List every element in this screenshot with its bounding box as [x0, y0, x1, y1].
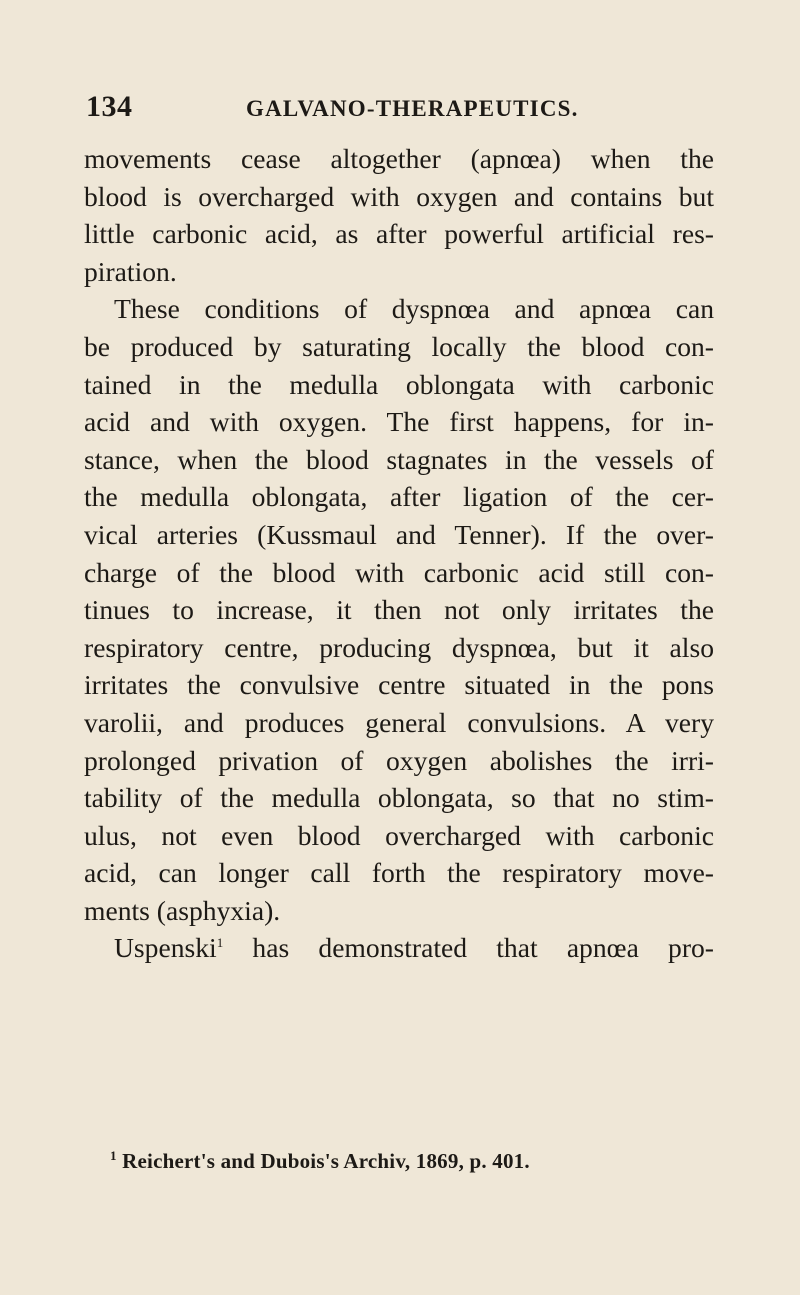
footnote-marker: 1 [110, 1148, 117, 1163]
page-number: 134 [86, 90, 133, 123]
text-line: little carbonic acid, as after powerful artificial res- [84, 218, 714, 250]
text-line: piration. [84, 255, 177, 287]
text-line: vical arteries (Kussmaul and Tenner). If the over- [84, 518, 714, 550]
text-line: tinues to increase, it then not only irritates the [84, 594, 714, 626]
running-head: GALVANO-THERAPEUTICS. [246, 96, 579, 121]
body-text [84, 140, 714, 967]
text-line: acid, can longer call forth the respiratory move- [84, 857, 714, 889]
text-line: tability of the medulla oblongata, so that no stim- [84, 782, 714, 814]
footnote-text: Reichert's and Dubois's Archiv, 1869, p. 401. [116, 1149, 530, 1173]
text-line: the medulla oblongata, after ligation of the cer- [84, 481, 714, 513]
text-line: charge of the blood with carbonic acid still con- [84, 556, 714, 588]
text-line: respiratory centre, producing dyspnœa, but it also [84, 631, 714, 663]
text-line: ments (asphyxia). [84, 894, 281, 926]
text-line: acid and with oxygen. The first happens, for in- [84, 406, 714, 438]
text-line: tained in the medulla oblongata with carbonic [84, 368, 714, 400]
text-line: movements cease altogether (apnœa) when the [84, 143, 714, 174]
text-line: varolii, and produces general convulsions. A very [84, 706, 714, 738]
text-line: irritates the convulsive centre situated in the pons [84, 669, 714, 701]
text-line: blood is overcharged with oxygen and contains but [84, 180, 714, 212]
text-line: ulus, not even blood overcharged with carbonic [84, 819, 714, 851]
footnote-reference: 1 [216, 935, 224, 951]
text-line [84, 929, 714, 967]
text-line: These conditions of dyspnœa and apnœa can [114, 293, 714, 325]
footnote [110, 1149, 530, 1174]
text-line: prolonged privation of oxygen abolishes the irri- [84, 744, 714, 776]
page-header [86, 86, 726, 126]
text-fragment: Uspenski [114, 932, 217, 964]
text-fragment: has demonstrated that apnœa pro- [223, 932, 714, 964]
text-line: stance, when the blood stagnates in the vessels of [84, 443, 714, 475]
text-line: be produced by saturating locally the blood con- [84, 330, 714, 362]
